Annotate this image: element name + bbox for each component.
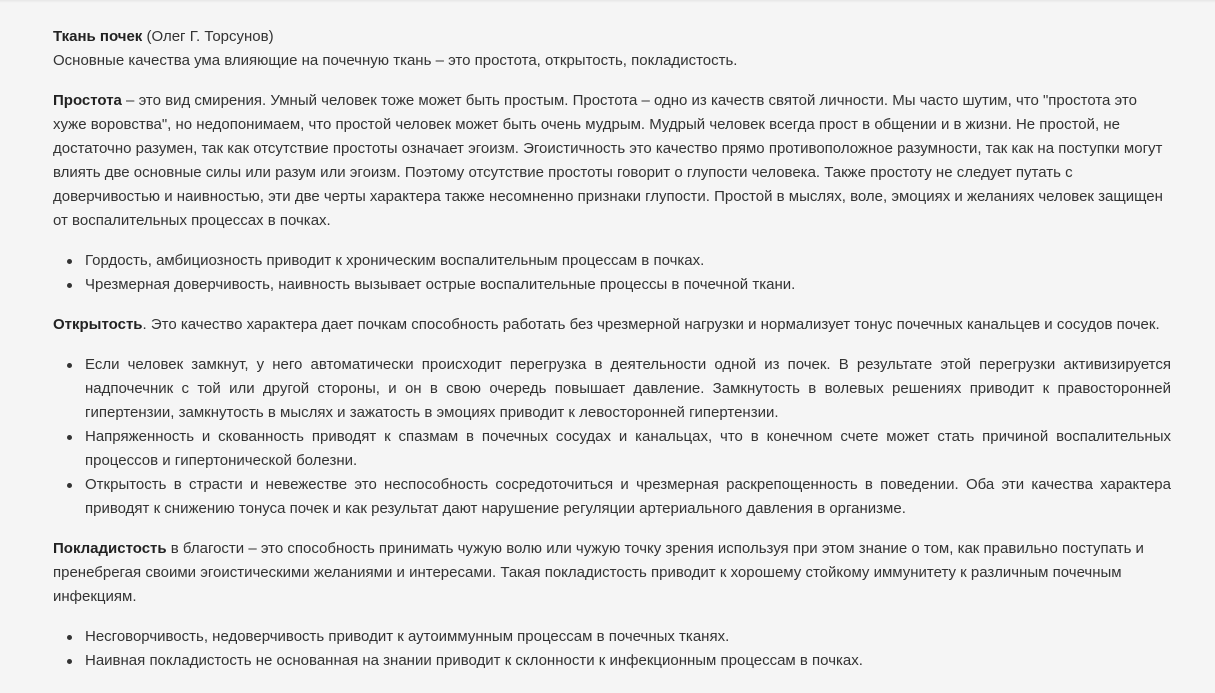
article-author: (Олег Г. Торсунов) bbox=[146, 28, 274, 45]
openness-list bbox=[53, 353, 1171, 521]
list-item: Несговорчивость, недоверчивость приводит к аутоиммунным процессам в почечных тканях. bbox=[85, 625, 1171, 649]
list-item: Напряженность и скованность приводят к спазмам в почечных сосудах и канальцах, что в конечном счете может стать причиной воспалительных процессов и гипертонической болезни. bbox=[85, 425, 1171, 473]
list-item: Чрезмерная доверчивость, наивность вызывает острые воспалительные процессы в почечной ткани. bbox=[85, 273, 1171, 297]
simplicity-list bbox=[53, 249, 1171, 297]
openness-paragraph bbox=[53, 313, 1171, 337]
article-intro: Основные качества ума влияющие на почечную ткань – это простота, открытость, покладистость. bbox=[53, 52, 738, 69]
openness-text: . Это качество характера дает почкам способность работать без чрезмерной нагрузки и нормализует тонус почечных канальцев и сосудов почек. bbox=[142, 316, 1160, 333]
list-item: Если человек замкнут, у него автоматически происходит перегрузка в деятельности одной из почек. В результате этой перегрузки активизируется надпочечник с той или другой стороны, и он в свою очередь повышает давление. Замкнутость в волевых решениях приводит к правосторонней гипертензии, замкнутость в мыслях и зажатость в эмоциях приводит к левосторонней гипертензии. bbox=[85, 353, 1171, 425]
compliance-paragraph bbox=[53, 537, 1171, 609]
list-item: Наивная покладистость не основанная на знании приводит к склонности к инфекционным процессам в почках. bbox=[85, 649, 1171, 673]
simplicity-term: Простота bbox=[53, 92, 122, 109]
compliance-term: Покладистость bbox=[53, 540, 167, 557]
list-item: Открытость в страсти и невежестве это неспособность сосредоточиться и чрезмерная раскрепощенность в поведении. Оба эти качества характера приводят к снижению тонуса почек и как результат дают нарушение регуляции артериального давления в организме. bbox=[85, 473, 1171, 521]
compliance-text: в благости – это способность принимать чужую волю или чужую точку зрения используя при этом знание о том, как правильно поступать и пренебрегая своими эгоистическими желаниями и интересами. Такая покладистость приводит к хорошему стойкому иммунитету к различным почечным инфекциям. bbox=[53, 540, 1144, 605]
article-header bbox=[53, 25, 1171, 49]
top-shadow bbox=[0, 0, 1215, 3]
compliance-list bbox=[53, 625, 1171, 673]
article-title: Ткань почек bbox=[53, 28, 143, 45]
article bbox=[53, 25, 1171, 673]
list-item: Гордость, амбициозность приводит к хроническим воспалительным процессам в почках. bbox=[85, 249, 1171, 273]
openness-term: Открытость bbox=[53, 316, 143, 333]
simplicity-text: – это вид смирения. Умный человек тоже может быть простым. Простота – одно из качеств святой личности. Мы часто шутим, что "простота это хуже воровства", но недопонимаем, что простой человек может быть очень мудрым. Мудрый человек всегда прост в общении и в жизни. Не простой, не достаточно разумен, так как отсутствие простоты означает эгоизм. Эгоистичность это качество прямо противоположное разумности, так как на поступки могут влиять две основные силы или разум или эгоизм. Поэтому отсутствие простоты говорит о глупости человека. Также простоту не следует путать с доверчивостью и наивностью, эти две черты характера также несомненно признаки глупости. Простой в мыслях, воле, эмоциях и желаниях человек защищен от воспалительных процессах в почках. bbox=[53, 92, 1163, 229]
simplicity-paragraph bbox=[53, 89, 1171, 233]
